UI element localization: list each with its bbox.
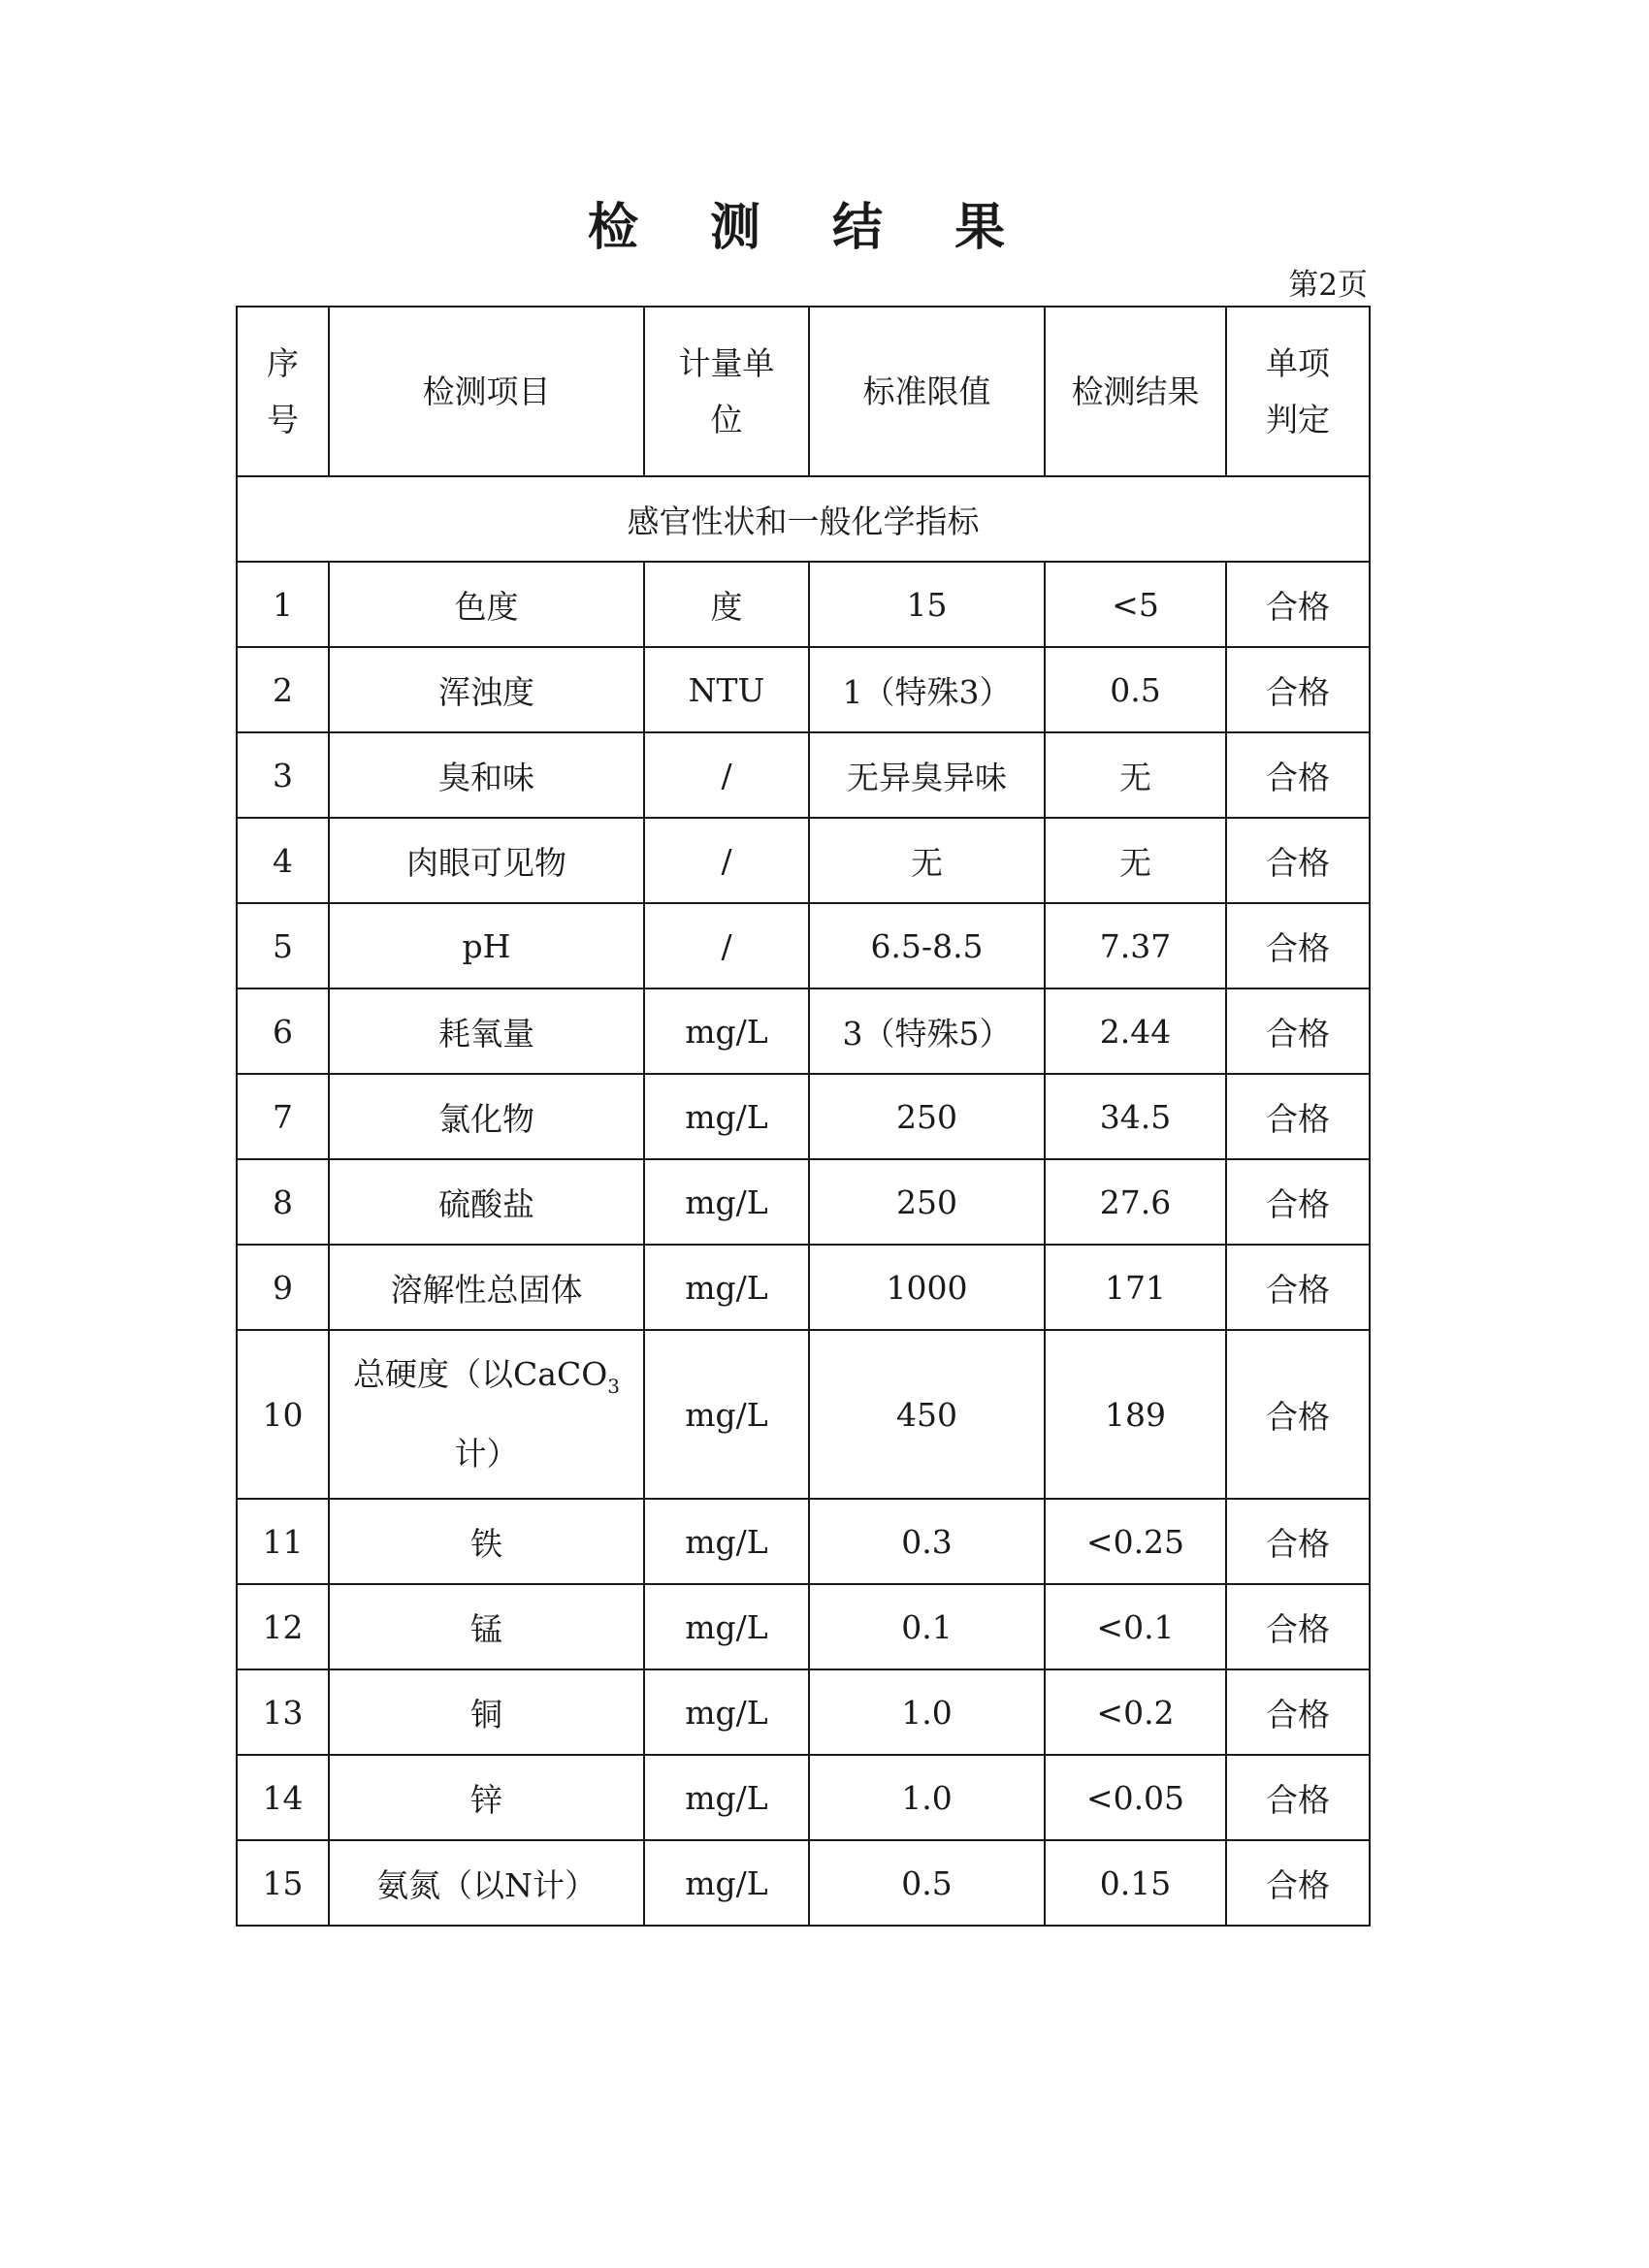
row-unit: mg/L: [644, 1669, 809, 1755]
section-row: [237, 476, 1370, 562]
row-result: <0.1: [1045, 1584, 1226, 1669]
header-limit: 标准限值: [809, 307, 1045, 476]
table-row: [237, 1499, 1370, 1584]
row-limit: 1000: [809, 1245, 1045, 1330]
row-result: 27.6: [1045, 1159, 1226, 1245]
row-item: 色度: [329, 562, 644, 647]
row-index: 14: [237, 1755, 329, 1840]
row-item: [329, 1330, 644, 1499]
table-row: [237, 562, 1370, 647]
row-item: 锌: [329, 1755, 644, 1840]
table-row: [237, 1669, 1370, 1755]
row-judgement: 合格: [1226, 1245, 1370, 1330]
row-judgement: 合格: [1226, 1159, 1370, 1245]
row-index: 10: [237, 1330, 329, 1499]
row-limit: 6.5-8.5: [809, 903, 1045, 988]
row-judgement: 合格: [1226, 818, 1370, 903]
row-index: 1: [237, 562, 329, 647]
row-judgement: 合格: [1226, 1074, 1370, 1159]
header-result: 检测结果: [1045, 307, 1226, 476]
row-index: 2: [237, 647, 329, 732]
row-result: 无: [1045, 732, 1226, 818]
row-unit: mg/L: [644, 1755, 809, 1840]
row-judgement: 合格: [1226, 988, 1370, 1074]
row-item: 溶解性总固体: [329, 1245, 644, 1330]
row-item: 氯化物: [329, 1074, 644, 1159]
row-limit: 450: [809, 1330, 1045, 1499]
row-limit: 1.0: [809, 1755, 1045, 1840]
row-item: 肉眼可见物: [329, 818, 644, 903]
table-row: [237, 1755, 1370, 1840]
row-item: 臭和味: [329, 732, 644, 818]
table-row: [237, 1330, 1370, 1499]
page-title: 检 测 结 果: [587, 199, 1033, 257]
row-unit: /: [644, 818, 809, 903]
row-limit: 0.1: [809, 1584, 1045, 1669]
row-index: 15: [237, 1840, 329, 1926]
row-judgement: 合格: [1226, 1499, 1370, 1584]
row-index: 8: [237, 1159, 329, 1245]
row-limit: 15: [809, 562, 1045, 647]
row-limit: 250: [809, 1074, 1045, 1159]
row-limit: 0.5: [809, 1840, 1045, 1926]
row-unit: mg/L: [644, 1074, 809, 1159]
row-item-part: 3: [607, 1374, 620, 1398]
row-judgement: 合格: [1226, 1330, 1370, 1499]
table-row: [237, 1159, 1370, 1245]
row-item: 锰: [329, 1584, 644, 1669]
row-result: <0.25: [1045, 1499, 1226, 1584]
row-judgement: 合格: [1226, 562, 1370, 647]
row-judgement: 合格: [1226, 1584, 1370, 1669]
row-unit: mg/L: [644, 1245, 809, 1330]
row-judgement: 合格: [1226, 1840, 1370, 1926]
table-row: [237, 647, 1370, 732]
row-unit: mg/L: [644, 1840, 809, 1926]
row-item: 耗氧量: [329, 988, 644, 1074]
row-result: 171: [1045, 1245, 1226, 1330]
row-index: 3: [237, 732, 329, 818]
header-row: [237, 307, 1370, 476]
row-index: 4: [237, 818, 329, 903]
row-result: 无: [1045, 818, 1226, 903]
row-result: 34.5: [1045, 1074, 1226, 1159]
row-unit: mg/L: [644, 1499, 809, 1584]
row-index: 7: [237, 1074, 329, 1159]
row-index: 5: [237, 903, 329, 988]
row-limit: 1（特殊3）: [809, 647, 1045, 732]
row-judgement: 合格: [1226, 732, 1370, 818]
table-row: [237, 818, 1370, 903]
row-limit: 3（特殊5）: [809, 988, 1045, 1074]
header-item: 检测项目: [329, 307, 644, 476]
row-judgement: 合格: [1226, 903, 1370, 988]
row-limit: 0.3: [809, 1499, 1045, 1584]
row-index: 12: [237, 1584, 329, 1669]
row-judgement: 合格: [1226, 647, 1370, 732]
row-item: 氨氮（以N计）: [329, 1840, 644, 1926]
header-unit: 计量单 位: [644, 307, 809, 476]
row-index: 9: [237, 1245, 329, 1330]
row-result: 2.44: [1045, 988, 1226, 1074]
page-number: 第2页: [1288, 268, 1368, 303]
row-result: 0.5: [1045, 647, 1226, 732]
row-limit: 1.0: [809, 1669, 1045, 1755]
row-unit: mg/L: [644, 1159, 809, 1245]
row-limit: 250: [809, 1159, 1045, 1245]
row-unit: /: [644, 903, 809, 988]
row-limit: 无: [809, 818, 1045, 903]
table-row: [237, 732, 1370, 818]
section-title: 感官性状和一般化学指标: [237, 476, 1370, 562]
table-row: [237, 1245, 1370, 1330]
table-row: [237, 1074, 1370, 1159]
row-item: 铁: [329, 1499, 644, 1584]
table-row: [237, 1584, 1370, 1669]
row-unit: mg/L: [644, 1330, 809, 1499]
row-unit: 度: [644, 562, 809, 647]
row-item-part: 计）: [454, 1435, 519, 1473]
row-item: 铜: [329, 1669, 644, 1755]
row-unit: /: [644, 732, 809, 818]
table-row: [237, 1840, 1370, 1926]
row-unit: mg/L: [644, 1584, 809, 1669]
row-item-part: 总硬度（以CaCO: [353, 1354, 608, 1393]
table-row: [237, 903, 1370, 988]
row-item: 浑浊度: [329, 647, 644, 732]
header-judgement: 单项 判定: [1226, 307, 1370, 476]
row-result: <5: [1045, 562, 1226, 647]
row-result: <0.05: [1045, 1755, 1226, 1840]
row-index: 6: [237, 988, 329, 1074]
row-index: 13: [237, 1669, 329, 1755]
results-table: [236, 306, 1371, 1927]
table-row: [237, 988, 1370, 1074]
row-judgement: 合格: [1226, 1669, 1370, 1755]
row-result: 189: [1045, 1330, 1226, 1499]
row-result: 0.15: [1045, 1840, 1226, 1926]
row-result: <0.2: [1045, 1669, 1226, 1755]
header-index: 序 号: [237, 307, 329, 476]
row-unit: mg/L: [644, 988, 809, 1074]
row-item: pH: [329, 903, 644, 988]
row-item: 硫酸盐: [329, 1159, 644, 1245]
row-index: 11: [237, 1499, 329, 1584]
row-judgement: 合格: [1226, 1755, 1370, 1840]
row-unit: NTU: [644, 647, 809, 732]
row-result: 7.37: [1045, 903, 1226, 988]
row-limit: 无异臭异味: [809, 732, 1045, 818]
